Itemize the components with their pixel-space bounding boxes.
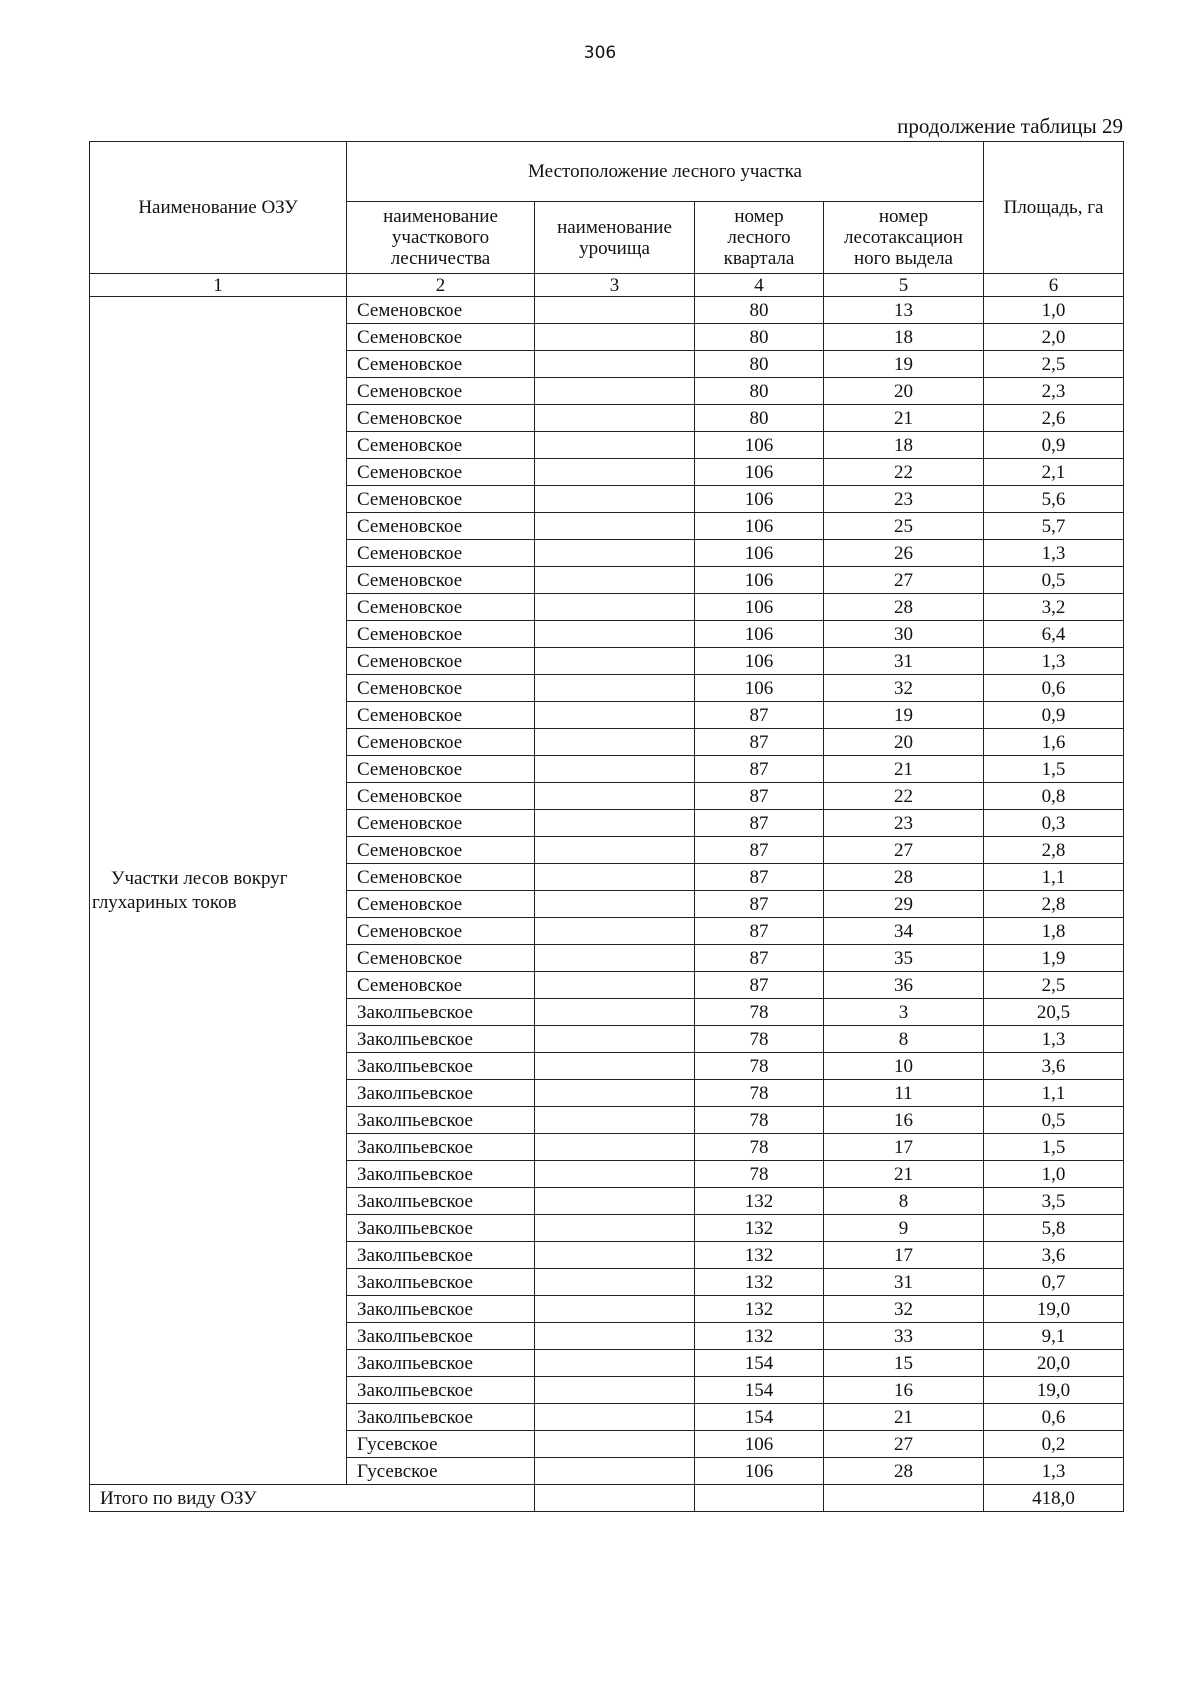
column-number: 3 (535, 274, 695, 297)
forestry-cell: Заколпьевское (347, 1350, 535, 1377)
allotment-cell: 19 (824, 702, 984, 729)
allotment-cell: 25 (824, 513, 984, 540)
header-name: Наименование ОЗУ (90, 142, 347, 274)
forestry-cell: Семеновское (347, 540, 535, 567)
forestry-cell: Заколпьевское (347, 1080, 535, 1107)
tract-cell (535, 729, 695, 756)
column-number: 4 (695, 274, 824, 297)
area-cell: 2,8 (984, 891, 1124, 918)
forestry-cell: Семеновское (347, 297, 535, 324)
tract-cell (535, 1134, 695, 1161)
allotment-cell: 8 (824, 1026, 984, 1053)
area-cell: 9,1 (984, 1323, 1124, 1350)
allotment-cell: 31 (824, 648, 984, 675)
ozu-name-cell (90, 297, 347, 1485)
header-area: Площадь, га (984, 142, 1124, 274)
area-cell: 0,8 (984, 783, 1124, 810)
tract-cell (535, 1026, 695, 1053)
tract-cell (535, 297, 695, 324)
forestry-cell: Семеновское (347, 945, 535, 972)
tract-cell (535, 783, 695, 810)
column-number: 1 (90, 274, 347, 297)
quarter-cell: 78 (695, 999, 824, 1026)
area-cell: 1,3 (984, 1458, 1124, 1485)
forestry-cell: Семеновское (347, 729, 535, 756)
area-cell: 0,6 (984, 675, 1124, 702)
quarter-cell: 87 (695, 702, 824, 729)
forestry-cell: Заколпьевское (347, 1242, 535, 1269)
area-cell: 0,5 (984, 1107, 1124, 1134)
tract-cell (535, 1188, 695, 1215)
tract-cell (535, 486, 695, 513)
allotment-cell: 23 (824, 810, 984, 837)
allotment-cell: 21 (824, 1404, 984, 1431)
tract-cell (535, 891, 695, 918)
area-cell: 1,3 (984, 648, 1124, 675)
area-cell: 2,5 (984, 972, 1124, 999)
area-cell: 19,0 (984, 1377, 1124, 1404)
allotment-cell: 21 (824, 405, 984, 432)
allotment-cell: 28 (824, 1458, 984, 1485)
allotment-cell: 36 (824, 972, 984, 999)
allotment-cell: 28 (824, 864, 984, 891)
tract-cell (535, 675, 695, 702)
quarter-cell: 80 (695, 297, 824, 324)
tract-cell (535, 1296, 695, 1323)
quarter-cell: 106 (695, 1431, 824, 1458)
forestry-cell: Заколпьевское (347, 1107, 535, 1134)
allotment-cell: 33 (824, 1323, 984, 1350)
tract-cell (535, 1377, 695, 1404)
allotment-cell: 23 (824, 486, 984, 513)
tract-cell (535, 513, 695, 540)
quarter-cell: 78 (695, 1080, 824, 1107)
total-label: Итого по виду ОЗУ (90, 1485, 535, 1512)
tract-cell (535, 810, 695, 837)
area-cell: 1,3 (984, 1026, 1124, 1053)
tract-cell (535, 1350, 695, 1377)
area-cell: 2,5 (984, 351, 1124, 378)
forestry-cell: Гусевское (347, 1431, 535, 1458)
allotment-cell: 21 (824, 756, 984, 783)
area-cell: 0,9 (984, 432, 1124, 459)
area-cell: 1,6 (984, 729, 1124, 756)
area-cell: 3,2 (984, 594, 1124, 621)
quarter-cell: 106 (695, 540, 824, 567)
quarter-cell: 106 (695, 567, 824, 594)
area-cell: 3,6 (984, 1053, 1124, 1080)
tract-cell (535, 1269, 695, 1296)
ozu-table (89, 141, 1124, 1512)
quarter-cell: 80 (695, 351, 824, 378)
allotment-cell: 21 (824, 1161, 984, 1188)
header-tract: наименование урочища (535, 202, 695, 274)
forestry-cell: Семеновское (347, 486, 535, 513)
forestry-cell: Семеновское (347, 378, 535, 405)
allotment-cell: 22 (824, 459, 984, 486)
forestry-cell: Заколпьевское (347, 1296, 535, 1323)
quarter-cell: 87 (695, 945, 824, 972)
column-number: 6 (984, 274, 1124, 297)
quarter-cell: 132 (695, 1242, 824, 1269)
allotment-cell: 11 (824, 1080, 984, 1107)
tract-cell (535, 540, 695, 567)
tract-cell (535, 972, 695, 999)
area-cell: 1,0 (984, 1161, 1124, 1188)
area-cell: 0,5 (984, 567, 1124, 594)
allotment-cell: 29 (824, 891, 984, 918)
tract-cell (535, 1431, 695, 1458)
tract-cell (535, 648, 695, 675)
tract-cell (535, 1215, 695, 1242)
forestry-cell: Заколпьевское (347, 1134, 535, 1161)
tract-cell (535, 1107, 695, 1134)
forestry-cell: Семеновское (347, 837, 535, 864)
forestry-cell: Семеновское (347, 891, 535, 918)
quarter-cell: 106 (695, 459, 824, 486)
tract-cell (535, 837, 695, 864)
area-cell: 1,1 (984, 864, 1124, 891)
forestry-cell: Семеновское (347, 675, 535, 702)
quarter-cell: 80 (695, 324, 824, 351)
allotment-cell: 35 (824, 945, 984, 972)
forestry-cell: Заколпьевское (347, 1269, 535, 1296)
header-forestry: наименование участкового лесничества (347, 202, 535, 274)
allotment-cell: 16 (824, 1377, 984, 1404)
header-quarter: номер лесного квартала (695, 202, 824, 274)
table-row (90, 297, 1124, 324)
forestry-cell: Гусевское (347, 1458, 535, 1485)
forestry-cell: Семеновское (347, 567, 535, 594)
allotment-cell: 16 (824, 1107, 984, 1134)
quarter-cell: 87 (695, 756, 824, 783)
area-cell: 0,3 (984, 810, 1124, 837)
ozu-name-line: Участки лесов вокруг (111, 867, 288, 889)
tract-cell (535, 594, 695, 621)
area-cell: 6,4 (984, 621, 1124, 648)
area-cell: 1,9 (984, 945, 1124, 972)
tract-cell (535, 567, 695, 594)
column-number: 2 (347, 274, 535, 297)
forestry-cell: Семеновское (347, 972, 535, 999)
forestry-cell: Семеновское (347, 918, 535, 945)
area-cell: 1,3 (984, 540, 1124, 567)
tract-cell (535, 918, 695, 945)
quarter-cell: 87 (695, 891, 824, 918)
quarter-cell: 132 (695, 1323, 824, 1350)
area-cell: 2,6 (984, 405, 1124, 432)
tract-cell (535, 1161, 695, 1188)
area-cell: 5,8 (984, 1215, 1124, 1242)
forestry-cell: Семеновское (347, 756, 535, 783)
forestry-cell: Семеновское (347, 459, 535, 486)
allotment-cell: 31 (824, 1269, 984, 1296)
area-cell: 19,0 (984, 1296, 1124, 1323)
tract-cell (535, 621, 695, 648)
area-cell: 0,6 (984, 1404, 1124, 1431)
allotment-cell: 34 (824, 918, 984, 945)
forestry-cell: Заколпьевское (347, 1323, 535, 1350)
quarter-cell: 154 (695, 1350, 824, 1377)
area-cell: 1,5 (984, 1134, 1124, 1161)
area-cell: 0,2 (984, 1431, 1124, 1458)
tract-cell (535, 999, 695, 1026)
allotment-cell: 22 (824, 783, 984, 810)
forestry-cell: Семеновское (347, 702, 535, 729)
allotment-cell: 17 (824, 1134, 984, 1161)
quarter-cell: 132 (695, 1188, 824, 1215)
forestry-cell: Заколпьевское (347, 1053, 535, 1080)
quarter-cell: 132 (695, 1269, 824, 1296)
area-cell: 5,7 (984, 513, 1124, 540)
quarter-cell: 132 (695, 1296, 824, 1323)
forestry-cell: Семеновское (347, 594, 535, 621)
forestry-cell: Семеновское (347, 513, 535, 540)
allotment-cell: 3 (824, 999, 984, 1026)
allotment-cell: 32 (824, 675, 984, 702)
total-empty-cell (535, 1485, 695, 1512)
allotment-cell: 15 (824, 1350, 984, 1377)
quarter-cell: 106 (695, 648, 824, 675)
allotment-cell: 20 (824, 729, 984, 756)
forestry-cell: Семеновское (347, 648, 535, 675)
tract-cell (535, 1053, 695, 1080)
area-cell: 1,0 (984, 297, 1124, 324)
forestry-cell: Семеновское (347, 621, 535, 648)
total-row (90, 1485, 1124, 1512)
quarter-cell: 106 (695, 513, 824, 540)
forestry-cell: Заколпьевское (347, 1161, 535, 1188)
tract-cell (535, 1080, 695, 1107)
quarter-cell: 106 (695, 675, 824, 702)
tract-cell (535, 405, 695, 432)
area-cell: 1,1 (984, 1080, 1124, 1107)
tract-cell (535, 432, 695, 459)
area-cell: 5,6 (984, 486, 1124, 513)
quarter-cell: 106 (695, 621, 824, 648)
tract-cell (535, 1242, 695, 1269)
area-cell: 2,0 (984, 324, 1124, 351)
column-number: 5 (824, 274, 984, 297)
forestry-cell: Семеновское (347, 351, 535, 378)
forestry-cell: Заколпьевское (347, 1404, 535, 1431)
allotment-cell: 27 (824, 837, 984, 864)
quarter-cell: 78 (695, 1107, 824, 1134)
allotment-cell: 32 (824, 1296, 984, 1323)
allotment-cell: 20 (824, 378, 984, 405)
tract-cell (535, 702, 695, 729)
allotment-cell: 26 (824, 540, 984, 567)
area-cell: 2,3 (984, 378, 1124, 405)
quarter-cell: 154 (695, 1404, 824, 1431)
tract-cell (535, 459, 695, 486)
quarter-cell: 132 (695, 1215, 824, 1242)
quarter-cell: 154 (695, 1377, 824, 1404)
quarter-cell: 87 (695, 864, 824, 891)
allotment-cell: 18 (824, 324, 984, 351)
allotment-cell: 27 (824, 567, 984, 594)
quarter-cell: 78 (695, 1053, 824, 1080)
header-location-group: Местоположение лесного участка (347, 142, 984, 202)
quarter-cell: 80 (695, 378, 824, 405)
quarter-cell: 78 (695, 1026, 824, 1053)
allotment-cell: 27 (824, 1431, 984, 1458)
forestry-cell: Семеновское (347, 783, 535, 810)
forestry-cell: Семеновское (347, 810, 535, 837)
total-empty-cell (695, 1485, 824, 1512)
total-area: 418,0 (984, 1485, 1124, 1512)
forestry-cell: Заколпьевское (347, 1215, 535, 1242)
forestry-cell: Заколпьевское (347, 1188, 535, 1215)
tract-cell (535, 1404, 695, 1431)
quarter-cell: 106 (695, 1458, 824, 1485)
quarter-cell: 87 (695, 972, 824, 999)
tract-cell (535, 324, 695, 351)
allotment-cell: 30 (824, 621, 984, 648)
area-cell: 2,1 (984, 459, 1124, 486)
forestry-cell: Семеновское (347, 405, 535, 432)
allotment-cell: 10 (824, 1053, 984, 1080)
quarter-cell: 87 (695, 918, 824, 945)
allotment-cell: 19 (824, 351, 984, 378)
forestry-cell: Семеновское (347, 864, 535, 891)
header-allotment: номер лесотаксацион ного выдела (824, 202, 984, 274)
quarter-cell: 87 (695, 837, 824, 864)
area-cell: 1,8 (984, 918, 1124, 945)
area-cell: 2,8 (984, 837, 1124, 864)
area-cell: 1,5 (984, 756, 1124, 783)
allotment-cell: 9 (824, 1215, 984, 1242)
tract-cell (535, 864, 695, 891)
table-continuation-label: продолжение таблицы 29 (897, 114, 1123, 138)
area-cell: 3,5 (984, 1188, 1124, 1215)
area-cell: 3,6 (984, 1242, 1124, 1269)
tract-cell (535, 378, 695, 405)
area-cell: 0,7 (984, 1269, 1124, 1296)
page-number: 306 (583, 43, 617, 63)
ozu-name-line: глухариных токов (92, 891, 237, 913)
area-cell: 20,0 (984, 1350, 1124, 1377)
area-cell: 20,5 (984, 999, 1124, 1026)
quarter-cell: 106 (695, 594, 824, 621)
forestry-cell: Семеновское (347, 324, 535, 351)
quarter-cell: 106 (695, 486, 824, 513)
quarter-cell: 87 (695, 729, 824, 756)
allotment-cell: 18 (824, 432, 984, 459)
allotment-cell: 8 (824, 1188, 984, 1215)
quarter-cell: 87 (695, 783, 824, 810)
quarter-cell: 78 (695, 1134, 824, 1161)
tract-cell (535, 351, 695, 378)
column-numbers-row (90, 274, 1124, 297)
total-empty-cell (824, 1485, 984, 1512)
forestry-cell: Заколпьевское (347, 1026, 535, 1053)
tract-cell (535, 1323, 695, 1350)
allotment-cell: 17 (824, 1242, 984, 1269)
allotment-cell: 28 (824, 594, 984, 621)
quarter-cell: 87 (695, 810, 824, 837)
quarter-cell: 80 (695, 405, 824, 432)
quarter-cell: 106 (695, 432, 824, 459)
tract-cell (535, 945, 695, 972)
allotment-cell: 13 (824, 297, 984, 324)
tract-cell (535, 756, 695, 783)
area-cell: 0,9 (984, 702, 1124, 729)
tract-cell (535, 1458, 695, 1485)
forestry-cell: Заколпьевское (347, 999, 535, 1026)
forestry-cell: Заколпьевское (347, 1377, 535, 1404)
forestry-cell: Семеновское (347, 432, 535, 459)
quarter-cell: 78 (695, 1161, 824, 1188)
